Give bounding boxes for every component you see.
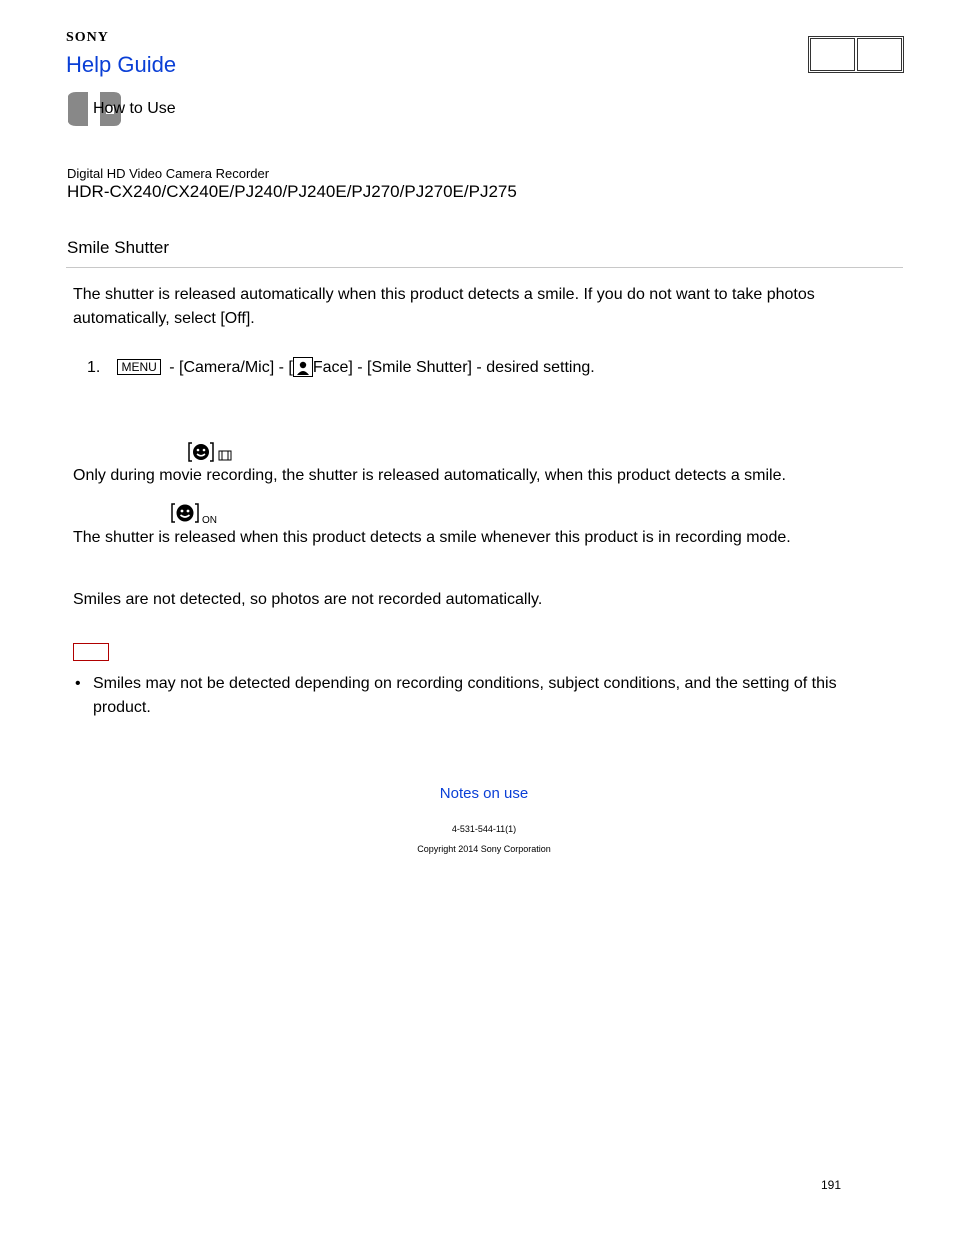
intro-paragraph: The shutter is released automatically when this product detects a smile. If you do not want to take photos automatically, select [Off]. <box>73 286 815 327</box>
note-marker <box>73 643 109 661</box>
sony-logo: SONY <box>66 30 109 45</box>
step-text-part1: - [Camera/Mic] - [ <box>164 359 293 376</box>
help-guide-title[interactable]: Help Guide <box>66 52 177 77</box>
option-movie-description: Only during movie recording, the shutter is released automatically, when this product detects a smile. <box>73 467 786 484</box>
step-1 <box>87 357 595 379</box>
on-indicator: ON <box>202 515 217 525</box>
document-id: 4-531-544-11(1) <box>451 824 517 834</box>
step-number: 1. <box>87 359 101 376</box>
note-item: • Smiles may not be detected depending on recording conditions, subject conditions, and the setting of this product. <box>73 672 873 720</box>
menu-button-icon: MENU <box>117 359 160 375</box>
option-always-description: The shutter is released when this product detects a smile whenever this product is in recording mode. <box>73 529 791 546</box>
page-number: 191 <box>821 1178 842 1192</box>
copyright: Copyright 2014 Sony Corporation <box>417 844 551 854</box>
category-label: How to Use <box>93 100 176 117</box>
option-off-description: Smiles are not detected, so photos are not recorded automatically. <box>73 591 543 608</box>
next-page-button[interactable] <box>857 38 902 71</box>
page-title: Smile Shutter <box>67 238 170 257</box>
notes-list <box>73 672 873 720</box>
related-link-notes-on-use[interactable]: Notes on use <box>439 785 529 802</box>
face-icon <box>293 357 313 377</box>
model-name: HDR-CX240/CX240E/PJ240/PJ240E/PJ270/PJ270E/PJ275 <box>67 182 517 201</box>
step-text-part2: Face] - [Smile Shutter] - desired setting. <box>312 359 595 376</box>
device-name: Digital HD Video Camera Recorder <box>67 166 270 181</box>
prev-page-button[interactable] <box>810 38 855 71</box>
page-nav <box>808 36 904 73</box>
title-divider <box>66 267 903 268</box>
smile-always-on-icon <box>171 503 217 525</box>
smile-movie-icon <box>188 442 232 462</box>
